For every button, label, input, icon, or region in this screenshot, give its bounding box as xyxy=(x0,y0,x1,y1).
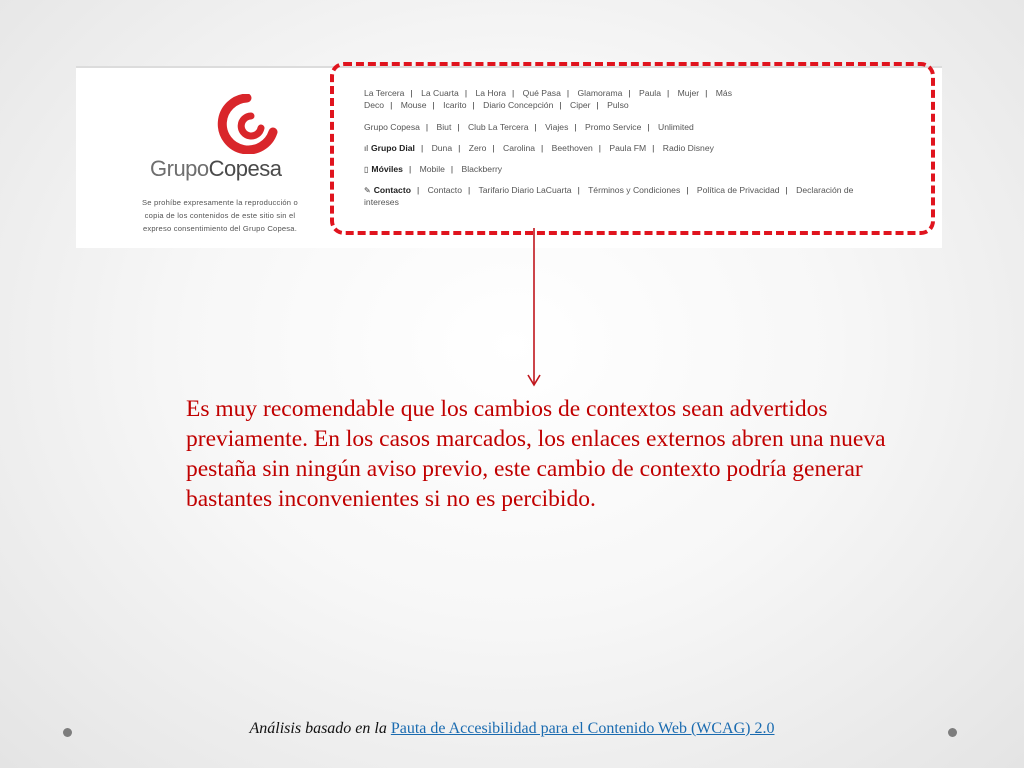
nav-link[interactable]: Radio Disney xyxy=(662,143,714,153)
nav-link[interactable]: Carolina xyxy=(503,143,536,153)
nav-link[interactable]: Viajes xyxy=(545,122,569,132)
highlight-box xyxy=(330,62,935,235)
mobile-icon: ▯ xyxy=(364,165,369,174)
brand-first: Grupo xyxy=(150,156,209,181)
nav-row-4: ▯ Móviles | Mobile | Blackberry xyxy=(364,164,503,174)
nav-link[interactable]: Glamorama xyxy=(577,88,623,98)
nav-link[interactable]: Club La Tercera xyxy=(467,122,529,132)
nav-link[interactable]: Tarifario Diario LaCuarta xyxy=(478,185,572,195)
arrow-down-icon xyxy=(526,228,542,388)
nav-link[interactable]: Paula xyxy=(639,88,661,98)
brand-second: Copesa xyxy=(208,156,282,181)
nav-row-3: ıl Grupo Dial | Duna | Zero | Carolina | Beethoven | Paula FM | Radio Disney xyxy=(364,143,714,153)
brand-wordmark xyxy=(150,156,282,182)
nav-link[interactable]: Política de Privacidad xyxy=(696,185,780,195)
nav-link[interactable]: Qué Pasa xyxy=(522,88,561,98)
nav-link[interactable]: Duna xyxy=(431,143,453,153)
nav-link[interactable]: Declaración de xyxy=(796,185,854,195)
wcag-link[interactable]: Pauta de Accesibilidad para el Contenido Web (WCAG) 2.0 xyxy=(390,720,775,737)
copyright-notice: Se prohíbe expresamente la reproducción o copia de los contenidos de este sitio sin el expreso consentimiento del Grupo Copesa. xyxy=(142,198,298,233)
annotation-message: Es muy recomendable que los cambios de contextos sean advertidos previamente. En los casos marcados, los enlaces externos abren una nueva pestaña sin ningún aviso previo, este cambio de contexto podría generar bastantes inconvenientes si no es percibido. xyxy=(186,396,886,512)
nav-link[interactable]: La Tercera xyxy=(364,88,405,98)
copesa-logo-icon xyxy=(211,94,281,154)
nav-link[interactable]: Biut xyxy=(436,122,452,132)
nav-link[interactable]: Icarito xyxy=(443,100,467,110)
pencil-icon: ✎ xyxy=(364,186,371,195)
nav-link[interactable]: Pulso xyxy=(607,100,629,110)
contacto-label: Contacto xyxy=(373,185,411,195)
nav-link[interactable]: Deco xyxy=(364,100,385,110)
nav-link[interactable]: La Cuarta xyxy=(421,88,459,98)
nav-link[interactable]: Contacto xyxy=(427,185,462,195)
nav-link[interactable]: Ciper xyxy=(569,100,591,110)
logo-column xyxy=(76,68,328,248)
nav-link[interactable]: Promo Service xyxy=(585,122,642,132)
nav-link[interactable]: Beethoven xyxy=(551,143,593,153)
nav-link[interactable]: La Hora xyxy=(475,88,507,98)
nav-link[interactable]: Diario Concepción xyxy=(483,100,554,110)
nav-link[interactable]: Blackberry xyxy=(461,164,503,174)
nav-link[interactable]: Zero xyxy=(468,143,487,153)
footer-prefix: Análisis basado en la xyxy=(249,720,387,737)
nav-link[interactable]: Mobile xyxy=(419,164,445,174)
nav-link[interactable]: Términos y Condiciones xyxy=(588,185,681,195)
signal-icon: ıl xyxy=(364,144,368,153)
nav-link[interactable]: Mouse xyxy=(400,100,427,110)
nav-link[interactable]: Unlimited xyxy=(657,122,694,132)
nav-link[interactable]: intereses xyxy=(364,197,399,207)
nav-link[interactable]: Grupo Copesa xyxy=(364,122,420,132)
nav-row-5: ✎ Contacto | Contacto | Tarifario Diario LaCuarta | Términos y Condiciones | Política de Privacidad | Declaración de xyxy=(364,185,854,195)
nav-link[interactable]: Mujer xyxy=(677,88,700,98)
slide-footer xyxy=(0,720,1024,738)
nav-row-1b: Deco | Mouse | Icarito | Diario Concepción | Ciper | Pulso xyxy=(364,100,629,110)
nav-link[interactable]: Más xyxy=(715,88,732,98)
nav-row-1: La Tercera | La Cuarta | La Hora | Qué Pasa | Glamorama | Paula | Mujer | Más xyxy=(364,88,732,98)
grupo-dial-label: Grupo Dial xyxy=(371,143,415,153)
nav-row-2: Grupo Copesa | Biut | Club La Tercera | Viajes | Promo Service | Unlimited xyxy=(364,122,694,132)
moviles-label: Móviles xyxy=(371,164,403,174)
nav-link[interactable]: Paula FM xyxy=(609,143,647,153)
